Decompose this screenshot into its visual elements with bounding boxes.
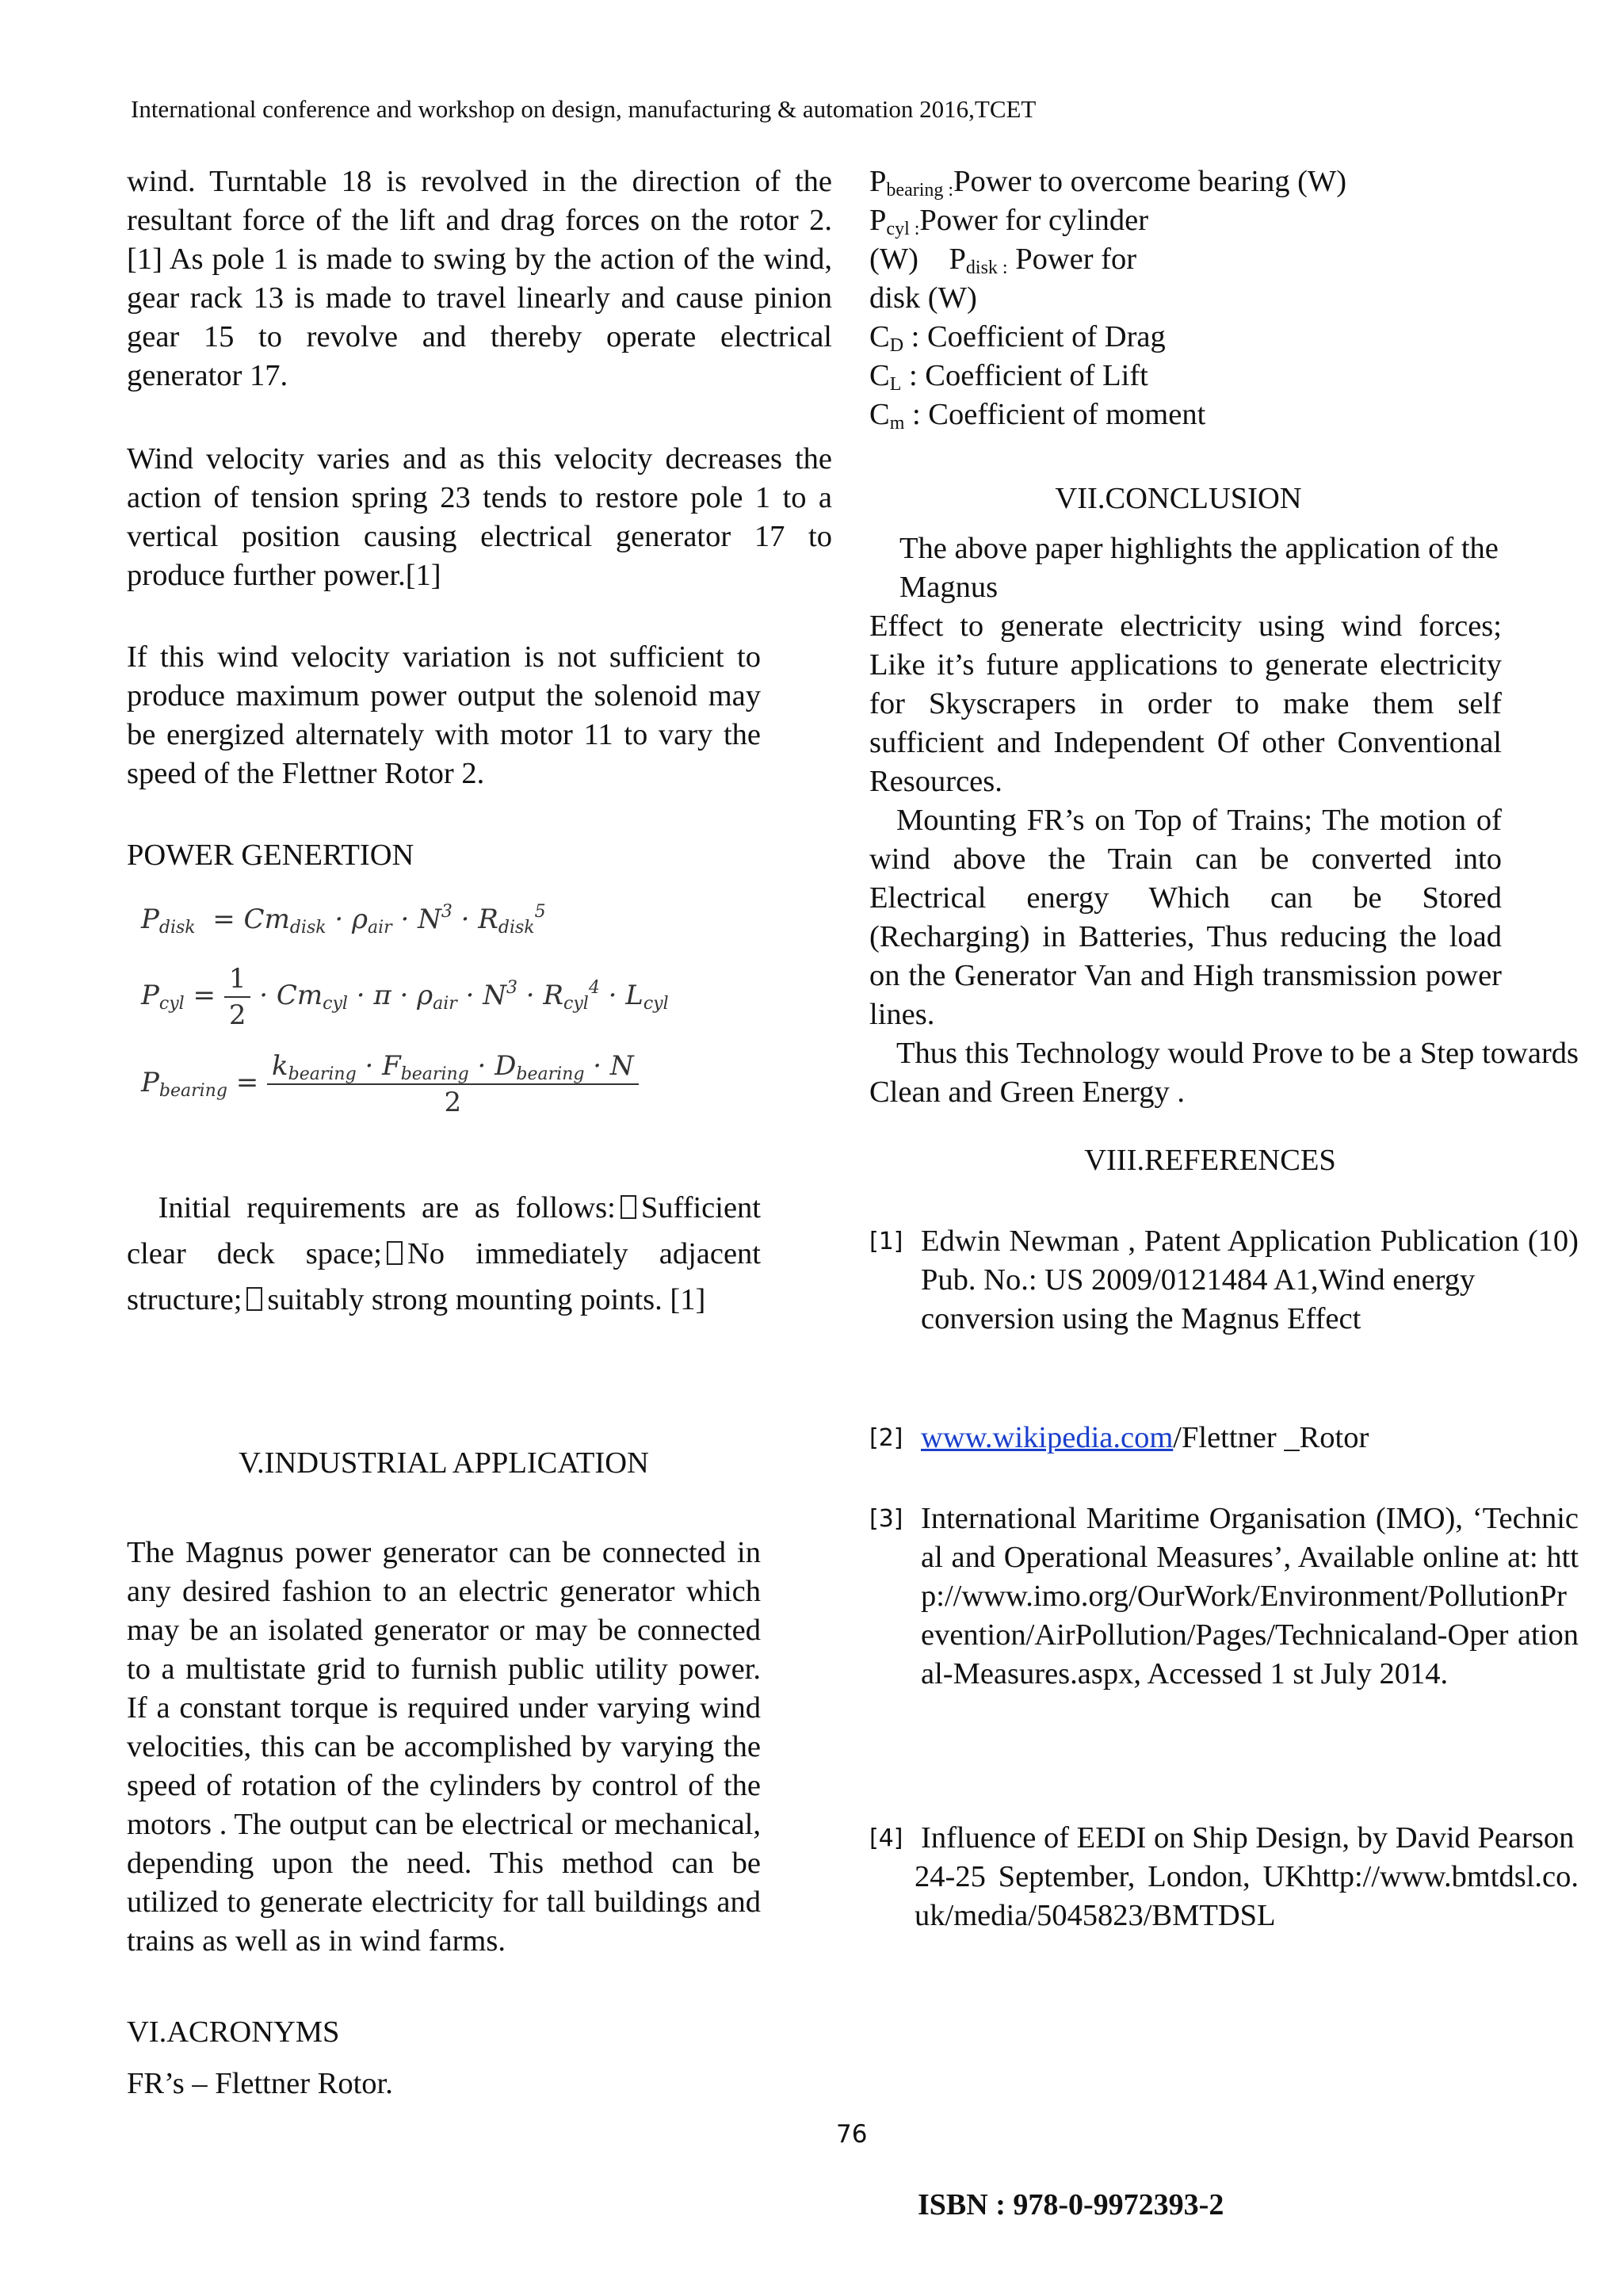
section-7-heading: VII.CONCLUSION <box>1055 482 1302 515</box>
definitions-list <box>869 162 1579 434</box>
definition-cylinder: $P_{cyl :}Power$ for cylinder <box>869 204 1149 239</box>
bullet-box-icon <box>246 1287 262 1311</box>
definition-lift: $C_L$ : Coefficient of Lift <box>869 359 1148 395</box>
requirements-paragraph: Initial requirements are as follows: Sufficient clear deck space; No immediately adjacent structure; suitably strong mounting points. [1] <box>127 1191 761 1316</box>
page-number: 76 <box>836 2120 868 2149</box>
definition-bearing: $P_{bearing :}Power$ to overcome bearing (W) <box>869 165 1347 201</box>
equation-bearing: $P_{bearing}$ = $\frac{k_{bearing} \cdot F_{bearing} \cdot D_{bearing} \cdot N}{2}$ <box>141 1050 639 1118</box>
equation-disk: $P_{disk} = Cm_{disk} \cdot \rho_{air} \cdot N^3 \cdot R_{disk}^5$ <box>141 902 546 938</box>
bullet-box-icon <box>387 1241 403 1265</box>
section-6-text: FR’s – Flettner Rotor. <box>127 2067 393 2100</box>
left-para-3: If this wind velocity variation is not sufficient to produce maximum power output the solenoid may be energized alternately with motor 11 to vary the speed of the Flettner Rotor 2. <box>127 640 761 790</box>
section-6-heading: VI.ACRONYMS <box>127 2015 340 2049</box>
reference-4: [4] Influence of EEDI on Ship Design, by David Pearson 24-25 September, London, UKhttp://www.bmtdsl.co.uk/media/5045823/BMTDSL <box>869 1821 1579 1932</box>
isbn: ISBN : 978-0-9972393-2 <box>918 2188 1224 2222</box>
reference-1: [1] Edwin Newman , Patent Application Publication (10) Pub. No.: US 2009/0121484 A1,Wind energy conversion using the Magnus Effect <box>869 1224 1579 1335</box>
left-para-2: Wind velocity varies and as this velocity decreases the action of tension spring 23 tends to restore pole 1 to a vertical position causing electrical generator 17 to produce further power.[1] <box>127 442 832 592</box>
definition-moment: $C_m$ : Coefficient of moment <box>869 398 1206 434</box>
power-generation-heading: POWER GENERTION <box>127 839 414 872</box>
definition-disk-unit: disk (W) <box>869 281 977 315</box>
definition-disk: (W) $P_{disk :}$ Power for <box>869 243 1137 278</box>
equation-cylinder: $P_{cyl}$ = $\frac{1}{2}$ · $Cm_{cyl} \cdot \pi \cdot \rho_{air} \cdot N^3 \cdot R_{cyl}^4 \cdot L_{cyl}$ <box>141 963 669 1031</box>
running-header: International conference and workshop on design, manufacturing & automation 2016,TCET <box>131 95 1037 123</box>
section-5-heading: V.INDUSTRIAL APPLICATION <box>239 1446 649 1480</box>
definition-drag: $C_D$ : Coefficient of Drag <box>869 320 1166 356</box>
reference-2: [2] www.wikipedia.com/Flettner _Rotor <box>869 1421 1369 1454</box>
reference-3: [3] International Maritime Organisation (IMO), ‘Technical and Operational Measures’, Available online at: http://www.imo.org/OurWork/Environment/PollutionPrevention/AirPollution/Pages/Technicaland-Oper ational-Measures.aspx, Accessed 1 st July 2014. <box>869 1502 1579 1690</box>
wikipedia-link[interactable]: www.wikipedia.com <box>921 1421 1174 1454</box>
section-5-text: The Magnus power generator can be connected in any desired fashion to an electric generator which may be an isolated generator or may be connected to a multistate grid to furnish public utility power. If a constant torque is required under varying wind velocities, this can be accomplished by varying the speed of rotation of the cylinders by control of the motors . The output can be electrical or mechanical, depending upon the need. This method can be utilized to generate electricity for tall buildings and trains as well as in wind farms. <box>127 1536 761 1958</box>
section-8-heading: VIII.REFERENCES <box>1084 1144 1336 1177</box>
bullet-box-icon <box>621 1195 636 1219</box>
conclusion-text: The above paper highlights the application of the Magnus Effect to generate electricity using wind forces; Like it’s future applications to generate electricity for Skyscrapers in order to make them self sufficient and Independent Of other Conventional Resources. Mounting FR’s on Top of Trains; The motion of wind above the Train can be converted into Electrical energy Which can be Stored (Recharging) in Batteries, Thus reducing the load on the Generator Van and High transmission power lines. Thus this Technology would Prove to be a Step towards Clean and Green Energy . <box>869 532 1579 1109</box>
left-para-1: wind. Turntable 18 is revolved in the direction of the resultant force of the lift and drag forces on the rotor 2.[1] As pole 1 is made to swing by the action of the wind, gear rack 13 is made to travel linearly and cause pinion gear 15 to revolve and thereby operate electrical generator 17. <box>127 165 832 392</box>
